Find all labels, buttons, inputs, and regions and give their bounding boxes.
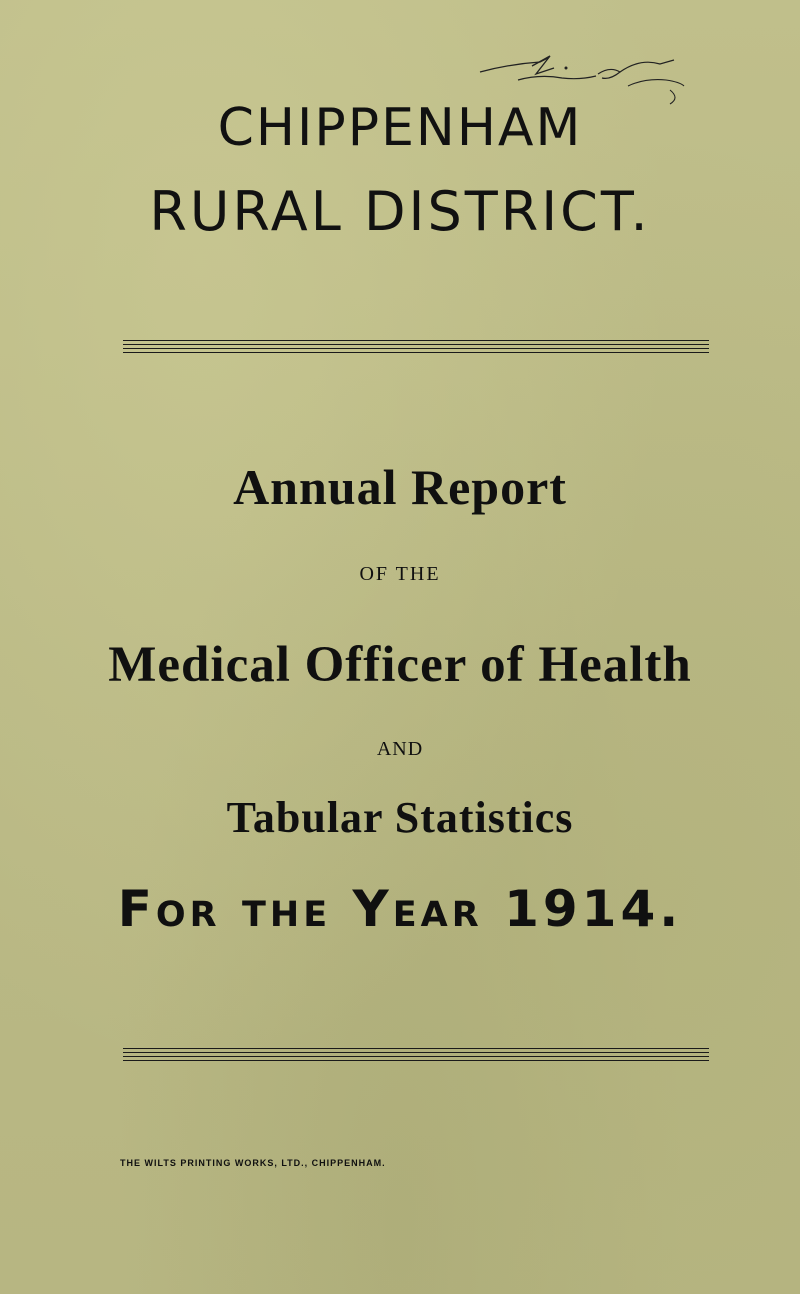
top-rule-2 <box>123 344 709 345</box>
top-rule-1 <box>123 340 709 341</box>
top-rule-3 <box>123 348 709 349</box>
district-name-line-1: CHIPPENHAM <box>217 98 583 158</box>
bottom-rule-1 <box>123 1048 709 1049</box>
bottom-rule-3 <box>123 1056 709 1057</box>
officer-title: Medical Officer of Health <box>108 637 692 693</box>
of-the-text: OF THE <box>359 563 441 585</box>
statistics-title: Tabular Statistics <box>226 793 574 842</box>
bottom-rule-4 <box>123 1060 709 1061</box>
bottom-rule-2 <box>123 1052 709 1053</box>
printer-imprint: THE WILTS PRINTING WORKS, LTD., CHIPPENHAM. <box>120 1158 386 1168</box>
report-title: Annual Report <box>233 459 567 515</box>
top-rule-4 <box>123 352 709 353</box>
and-text: AND <box>376 738 424 760</box>
district-name-line-2: RURAL DISTRICT. <box>149 180 651 243</box>
year-line: For the Year 1914. <box>117 880 683 938</box>
